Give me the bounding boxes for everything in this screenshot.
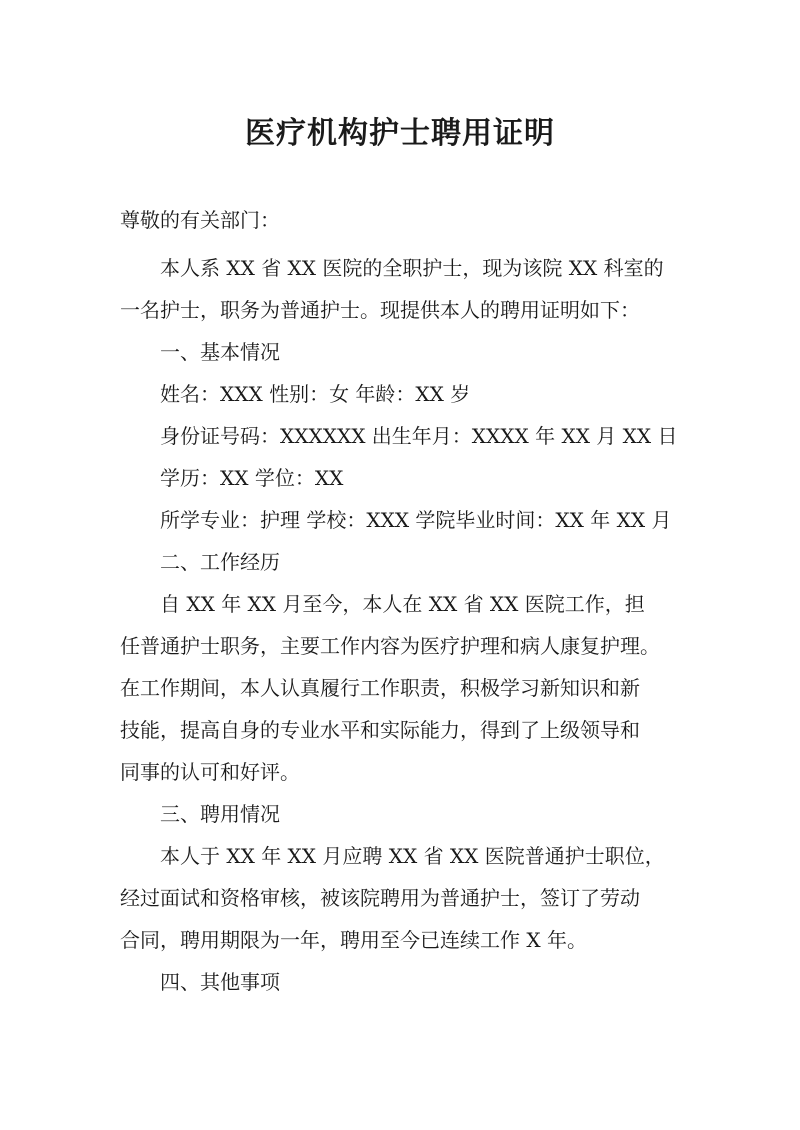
section-heading-basic-info: 一、基本情况 bbox=[160, 340, 280, 364]
basic-info-line: 姓名：XXX 性别：女 年龄：XX 岁 bbox=[160, 382, 471, 406]
basic-info-line: 学历：XX 学位：XX bbox=[160, 466, 344, 490]
basic-info-line: 身份证号码：XXXXXX 出生年月：XXXX 年 XX 月 XX 日 bbox=[160, 424, 678, 448]
work-experience-line: 技能，提高自身的专业水平和实际能力，得到了上级领导和 bbox=[120, 718, 640, 742]
intro-line-2: 一名护士，职务为普通护士。现提供本人的聘用证明如下： bbox=[120, 298, 640, 322]
intro-line-1: 本人系 XX 省 XX 医院的全职护士，现为该院 XX 科室的 bbox=[160, 256, 664, 280]
section-heading-work-experience: 二、工作经历 bbox=[160, 550, 280, 574]
work-experience-line: 任普通护士职务，主要工作内容为医疗护理和病人康复护理。 bbox=[120, 634, 660, 658]
document-title: 医疗机构护士聘用证明 bbox=[245, 116, 555, 151]
work-experience-line: 自 XX 年 XX 月至今，本人在 XX 省 XX 医院工作，担 bbox=[160, 592, 645, 616]
employment-line: 经过面试和资格审核，被该院聘用为普通护士，签订了劳动 bbox=[120, 886, 640, 910]
work-experience-line: 同事的认可和好评。 bbox=[120, 760, 300, 784]
section-heading-employment: 三、聘用情况 bbox=[160, 802, 280, 826]
basic-info-line: 所学专业：护理 学校：XXX 学院毕业时间：XX 年 XX 月 bbox=[160, 508, 672, 532]
employment-line: 合同，聘用期限为一年，聘用至今已连续工作 X 年。 bbox=[120, 928, 587, 952]
salutation: 尊敬的有关部门： bbox=[120, 208, 280, 232]
employment-line: 本人于 XX 年 XX 月应聘 XX 省 XX 医院普通护士职位， bbox=[160, 844, 665, 868]
work-experience-line: 在工作期间，本人认真履行工作职责，积极学习新知识和新 bbox=[120, 676, 640, 700]
section-heading-other-matters: 四、其他事项 bbox=[160, 970, 280, 994]
